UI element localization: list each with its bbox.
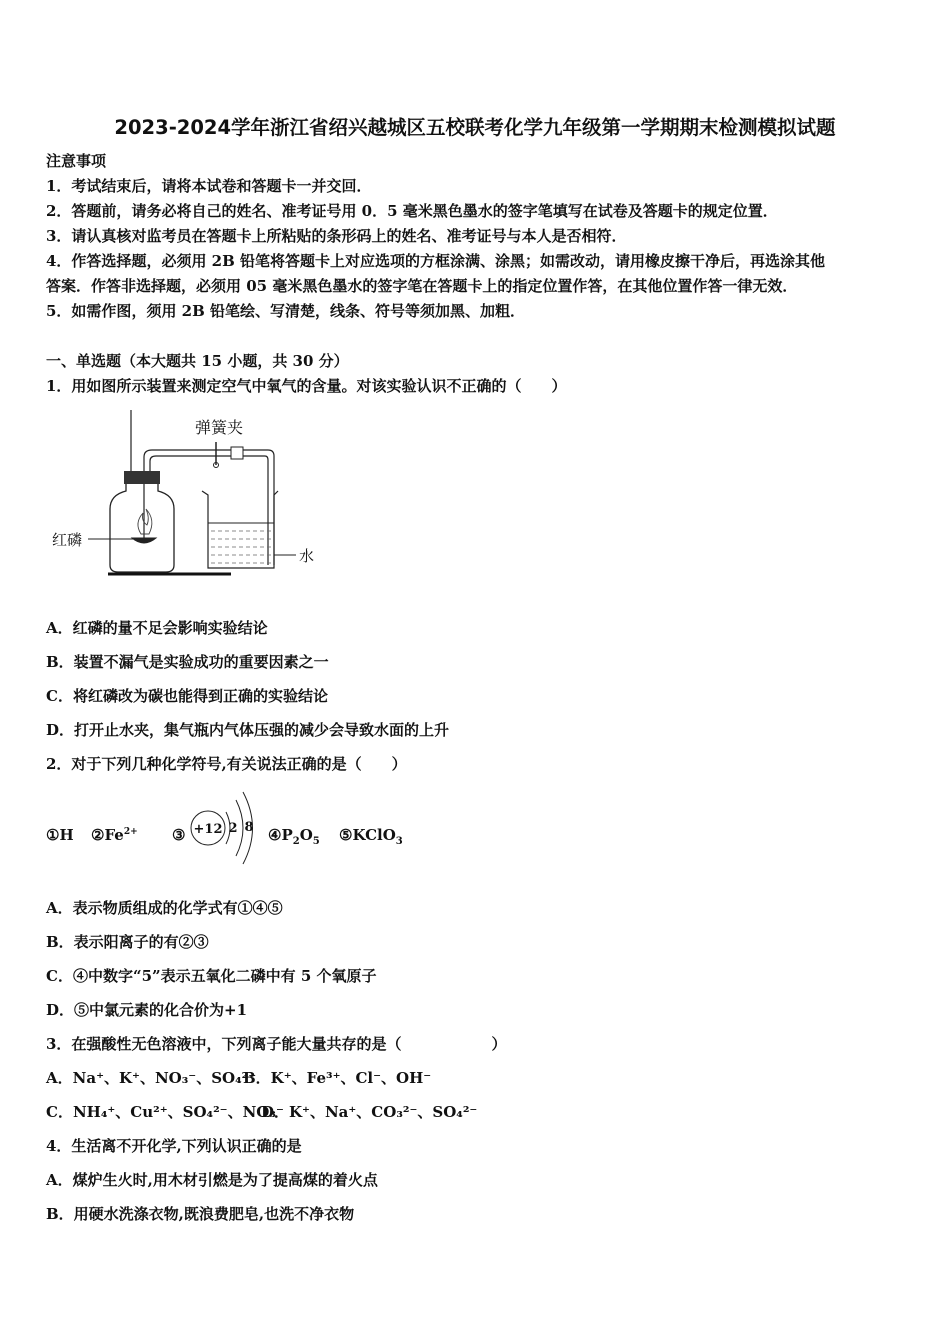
notice-item-2: 2．答题前，请务必将自己的姓名、准考证号用 0．5 毫米黑色墨水的签字笔填写在试卷及答题卡的规定位置． [46,202,778,220]
symbol-kclo3-sub: 3 [395,836,403,847]
symbol-3-label: ③ [172,826,186,844]
notice-item-3: 3．请认真核对监考员在答题卡上所粘贴的条形码上的姓名、准考证号与本人是否相符． [46,227,627,245]
notice-item-1: 1．考试结束后，请将本试卷和答题卡一并交回． [46,177,372,195]
symbol-kclo3 [339,826,403,847]
notice-item-5: 5．如需作图，须用 2B 铅笔绘、写清楚，线条、符号等须加黑、加粗． [46,302,525,320]
water-label: 水 [299,547,315,565]
shell-2-electrons: 8 [244,820,254,835]
question-2-option-c: C．④中数字“5”表示五氧化二磷中有 5 个氧原子 [46,967,377,985]
question-1-stem: 1．用如图所示装置来测定空气中氧气的含量。对该实验认识不正确的（ ） [46,377,567,395]
page-title: 2023-2024学年浙江省绍兴越城区五校联考化学九年级第一学期期末检测模拟试题 [114,116,836,139]
question-3-option-b: B．K⁺、Fe³⁺、Cl⁻、OH⁻ [243,1069,432,1087]
nucleus-charge: +12 [193,822,223,837]
question-1-option-b: B．装置不漏气是实验成功的重要因素之一 [46,653,329,671]
magnesium-ion-structure-diagram [186,780,266,890]
symbol-kclo3-base: ⑤KClO [339,826,396,844]
symbol-p2o5 [268,826,320,847]
symbol-fe-base: ②Fe [91,826,124,844]
section-heading: 一、单选题（本大题共 15 小题，共 30 分） [46,352,349,370]
notice-heading: 注意事项 [46,152,107,170]
chemical-symbols-row [46,780,566,890]
oxygen-experiment-apparatus [46,405,346,585]
symbol-p2o5-sub-2: 5 [312,836,320,847]
symbol-p2o5-sub-1: 2 [292,836,300,847]
question-2-stem: 2．对于下列几种化学符号,有关说法正确的是（ ） [46,755,407,773]
symbol-fe-ion [91,826,138,844]
symbol-fe-charge: 2+ [123,827,138,837]
notice-item-4-cont: 答案．作答非选择题，必须用 05 毫米黑色墨水的签字笔在答题卡上的指定位置作答，在其他位置作答一律无效． [46,277,798,295]
question-4-stem: 4．生活离不开化学,下列认识正确的是 [46,1137,302,1155]
notice-item-4: 4．作答选择题，必须用 2B 铅笔将答题卡上对应选项的方框涂满、涂黑；如需改动，请用橡皮擦干净后，再选涂其他 [46,252,826,270]
question-4-option-a: A．煤炉生火时,用木材引燃是为了提高煤的着火点 [46,1171,378,1189]
shell-1-electrons: 2 [228,821,238,836]
phosphorus-label: 红磷 [52,531,83,549]
question-2-option-b: B．表示阳离子的有②③ [46,933,209,951]
question-1-option-a: A．红磷的量不足会影响实验结论 [46,619,268,637]
symbol-p2o5-part-a: ④P [268,826,293,844]
question-3-option-a: A．Na⁺、K⁺、NO₃⁻、SO₄²⁻ [46,1069,257,1087]
question-1-option-c: C．将红磷改为碳也能得到正确的实验结论 [46,687,328,705]
question-2-option-d: D．⑤中氯元素的化合价为+1 [46,1001,248,1019]
question-1-option-d: D．打开止水夹，集气瓶内气体压强的减少会导致水面的上升 [46,721,450,739]
question-3-stem: 3．在强酸性无色溶液中，下列离子能大量共存的是（ ） [46,1035,507,1053]
question-3-option-d: D．K⁺、Na⁺、CO₃²⁻、SO₄²⁻ [261,1103,478,1121]
question-2-option-a: A．表示物质组成的化学式有①④⑤ [46,899,283,917]
symbol-h: ①H [46,826,74,844]
symbol-p2o5-part-b: O [299,826,313,844]
question-3-option-c: C．NH₄⁺、Cu²⁺、SO₄²⁻、NO₃⁻ [46,1103,284,1121]
question-4-option-b: B．用硬水洗涤衣物,既浪费肥皂,也洗不净衣物 [46,1205,355,1223]
clip-label: 弹簧夹 [195,418,244,437]
